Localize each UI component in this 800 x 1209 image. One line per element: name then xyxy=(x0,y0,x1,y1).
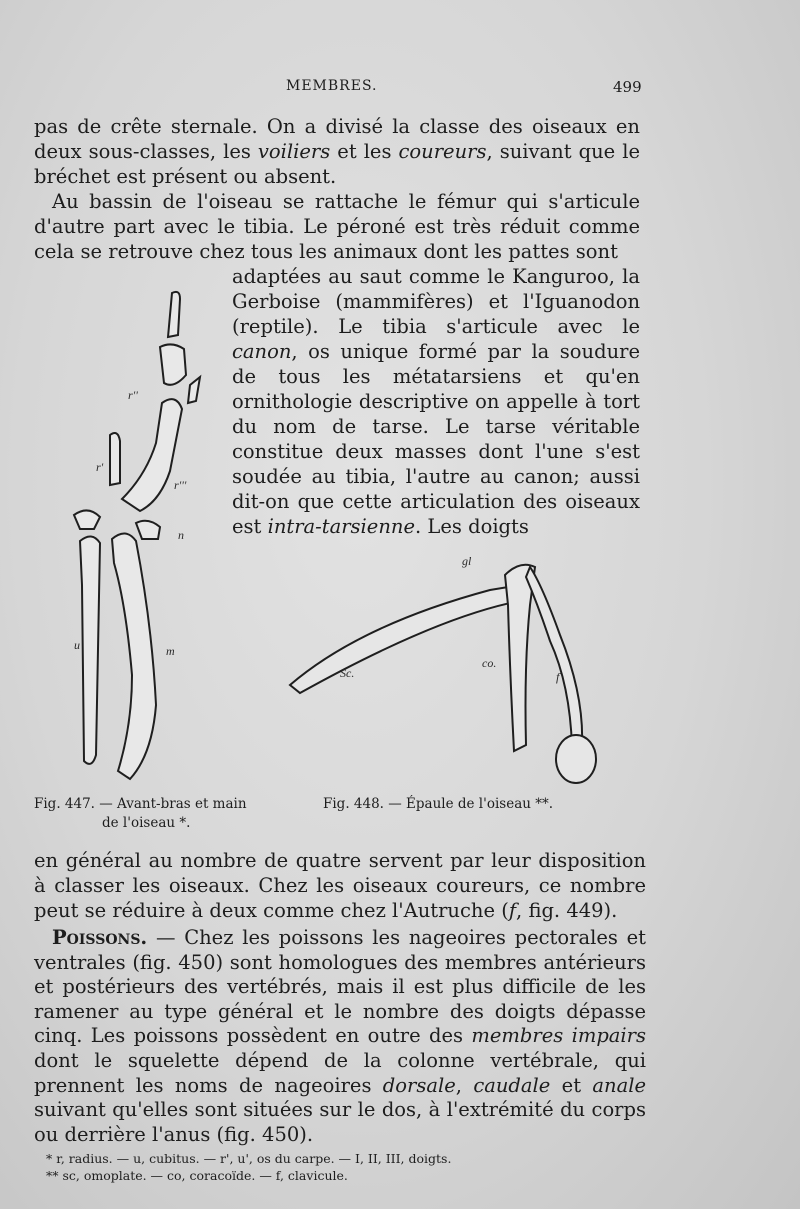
carpal-bone-2 xyxy=(136,521,160,539)
page-number: 499 xyxy=(613,78,642,96)
clavicle-head xyxy=(556,735,596,783)
label-n: n xyxy=(178,528,184,542)
section-heading-poissons: Poissons. xyxy=(52,926,148,949)
clavicle xyxy=(526,567,582,747)
paragraph-bassin-wrap: adaptées au saut comme le Kanguroo, la Gerboise (mammifères) et l'Iguanodon (reptile). Le tibia s'articule avec le canon, os unique formé par la soudure de tous les métatarsiens et qu'en ornithologie descriptive on appelle à tort du nom de tarse. Le tarse véritable constitue deux masses dont l'une s'est soudée au tibia, l'autre au canon; aussi dit-on que cette articulation des oiseaux est intra-tarsienne. Les doigts xyxy=(232,265,640,538)
caption-447-line1: Fig. 447. — Avant-bras et main xyxy=(34,796,247,812)
label-sc: Sc. xyxy=(340,666,355,680)
metacarpal-canon xyxy=(122,399,182,511)
ulna-bone xyxy=(80,536,100,763)
label-r-double-prime: r'' xyxy=(128,388,138,402)
label-r-triple-prime: r''' xyxy=(174,478,187,492)
digit-i xyxy=(110,433,120,485)
carpal-bone xyxy=(74,510,100,529)
footnotes xyxy=(46,1150,606,1184)
paragraph-doigts: en général au nombre de quatre servent par leur disposition à classer les oiseaux. Chez les oiseaux coureurs, ce nombre peut se réduire à deux comme chez l'Autruche (f, fig. 449). xyxy=(34,849,646,922)
label-gl: gl xyxy=(462,554,472,568)
digit-phalanx-top xyxy=(168,292,180,337)
coracoid xyxy=(505,565,535,751)
label-m: m xyxy=(166,644,175,658)
paragraph-poissons: Poissons. — Chez les poissons les nageoires pectorales et ventrales (fig. 450) sont homologues des membres antérieurs et postérieurs des vertébrés, mais il est plus difficile de les ramener au type général et le nombre des doigts dépasse cinq. Les poissons possèdent en outre des membres impairs dont le squelette dépend de la colonne vertébrale, qui prennent les noms de nageoires dorsale, caudale et anale suivant qu'elles sont situées sur le dos, à l'extrémité du corps ou derrière l'anus (fig. 450). xyxy=(34,926,646,1146)
paragraph-sternum: pas de crête sternale. On a divisé la classe des oiseaux en deux sous-classes, les voiliers et les coureurs, suivant que le bréchet est présent ou absent. xyxy=(34,115,640,188)
scapula xyxy=(290,585,525,693)
paragraph-bassin: Au bassin de l'oiseau se rattache le fémur qui s'articule d'autre part avec le tibia. Le péroné est très réduit comme cela se retrouve chez tous les animaux dont les pattes sont xyxy=(34,190,640,263)
label-f: f xyxy=(556,670,560,684)
radius-bone xyxy=(112,533,156,779)
footnote-448: ** sc, omoplate. — co, coracoïde. — f, clavicule. xyxy=(46,1168,348,1183)
small-phalanx xyxy=(188,377,200,403)
running-title: MEMBRES. xyxy=(286,78,378,94)
label-u: u xyxy=(74,638,80,652)
figure-448-bird-shoulder xyxy=(280,545,610,790)
figure-448-caption: Fig. 448. — Épaule de l'oiseau **. xyxy=(323,796,554,812)
page-header xyxy=(0,78,800,102)
footnote-447: * r, radius. — u, cubitus. — r', u', os du carpe. — I, II, III, doigts. xyxy=(46,1151,452,1166)
caption-447-line2: de l'oiseau *. xyxy=(102,815,191,831)
label-co: co. xyxy=(482,656,497,670)
label-r-prime: r' xyxy=(96,460,104,474)
figure-447-caption xyxy=(34,795,274,833)
figure-447-forearm-hand xyxy=(60,285,235,785)
digit-phalanx-middle xyxy=(160,344,186,384)
